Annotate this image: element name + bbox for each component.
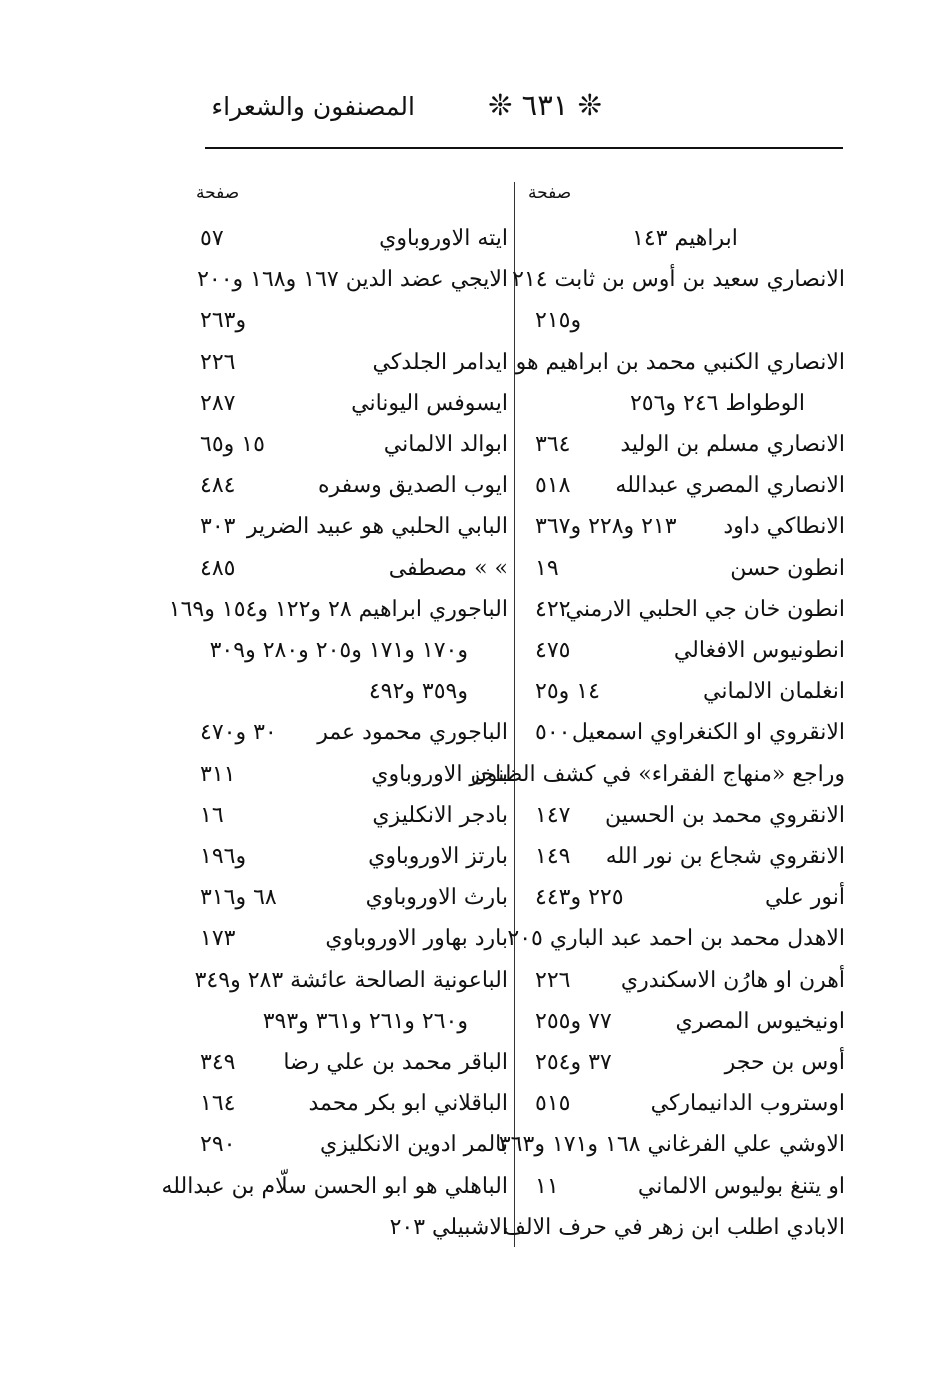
entry-name: الانقروي محمد بن الحسين — [604, 802, 845, 828]
entry-text: الباهلي هو ابو الحسن سلّام بن عبدالله — [161, 1173, 508, 1199]
entry-pages: و٢٦٣ — [200, 308, 247, 334]
index-entry — [190, 879, 508, 917]
entry-name: الانقروي او الكنغراوي اسمعيل — [571, 720, 845, 746]
entry-name: اونيخيوس المصري — [675, 1008, 845, 1034]
index-entry — [525, 838, 845, 876]
entry-name: انطونيوس الافغالي — [673, 638, 845, 663]
entry-text: الاهدل محمد بن احمد عبد الباري ٢٠٥ — [507, 926, 845, 952]
entry-pages: ١٧٣ — [200, 926, 236, 952]
index-entry — [525, 797, 845, 835]
index-entry — [190, 426, 508, 464]
entry-name: انغلمان الالماني — [703, 679, 845, 705]
index-entry — [190, 838, 508, 876]
entry-name: الاشبيلي ٢٠٣ — [389, 1214, 508, 1240]
entry-continuation: الوطواط ٢٤٦ و٢٥٦ — [629, 390, 805, 416]
entry-name: او يتنغ بوليوس الالماني — [637, 1173, 845, 1199]
entry-pages: ٤٨٥ — [200, 555, 236, 581]
entry-pages: و٢١٥ — [535, 308, 582, 334]
entry-pages: ١٤ و٢٥ — [535, 679, 600, 705]
index-entry — [525, 508, 845, 546]
index-entry — [525, 1003, 845, 1041]
entry-text: الانصاري سعيد بن أوس بن ثابت ٢١٤ — [512, 267, 845, 293]
entry-text: الانصاري الكنبي محمد بن ابراهيم هو — [515, 349, 845, 375]
index-entry — [512, 261, 845, 299]
index-entry — [190, 344, 508, 382]
entry-name: ابوالد الالماني — [383, 432, 508, 457]
entry-pages: ١٦٤ — [200, 1091, 236, 1117]
entry-name: الانصاري مسلم بن الوليد — [620, 432, 845, 457]
entry-pages: ٥١٨ — [535, 473, 571, 499]
entry-name: الباقلاني ابو بكر محمد — [308, 1091, 508, 1117]
index-entry — [190, 1044, 508, 1082]
entry-text: ابراهيم ١٤٣ — [632, 226, 738, 251]
entry-name: أوس بن حجر — [724, 1050, 845, 1075]
entry-pages: ١٩ — [535, 555, 559, 581]
index-entry — [190, 220, 508, 258]
entry-pages: ٤٨٤ — [200, 473, 236, 499]
index-entry — [190, 673, 508, 711]
index-entry — [190, 632, 508, 670]
entry-name: بارتز الاوروباوي — [368, 844, 508, 869]
entry-pages: ٣٠٣ — [200, 514, 236, 540]
index-entry — [190, 1126, 508, 1164]
entry-name: الانقروي شجاع بن نور الله — [605, 844, 845, 869]
entry-text: الاوشي علي الفرغاني ١٦٨ و١٧١ و٣٦٣ — [498, 1132, 845, 1158]
entry-pages: ١١ — [535, 1173, 559, 1199]
entry-pages: ٤٢٢ — [535, 596, 571, 622]
entry-pages: ٢٢٦ — [535, 967, 571, 993]
running-title: المصنفون والشعراء — [211, 92, 415, 121]
index-entry — [525, 385, 845, 423]
entry-text: الباجوري ابراهيم ٢٨ و١٢٢ و١٥٤ و١٦٩ — [168, 596, 508, 622]
entry-pages: ٢٢٦ — [200, 349, 236, 375]
entry-name: بالمر ادوين الانكليزي — [320, 1132, 508, 1158]
entry-pages: ٥٧ — [200, 226, 224, 251]
index-entry — [525, 1044, 845, 1082]
entry-pages: و١٩٦ — [200, 844, 247, 869]
entry-pages: ٣٧ و٢٥٤ — [535, 1050, 612, 1075]
index-entry — [190, 508, 508, 546]
entry-pages: ٢٨٧ — [200, 390, 236, 416]
entry-name: بادجر الانكليزي — [372, 802, 508, 828]
index-entry — [190, 385, 508, 423]
entry-pages: ٤٧٥ — [535, 638, 571, 663]
entry-name: الباجوري محمود عمر — [317, 720, 508, 746]
index-entry — [525, 962, 845, 1000]
entry-name: بارث الاوروباوي — [365, 885, 508, 911]
index-entry — [525, 714, 845, 752]
entry-continuation: و٢٦٠ و٢٦١ و٣٦١ و٣٩٣ — [262, 1008, 468, 1034]
entry-pages: ٥١٥ — [535, 1091, 571, 1117]
entry-pages: ٥٠٠ — [535, 720, 571, 746]
entry-name: الانطاكي داود — [723, 514, 845, 540]
entry-pages: ٧٧ و٢٥٥ — [535, 1008, 612, 1034]
index-entry — [525, 467, 845, 505]
entry-name: باخر الاوروباوي — [371, 761, 508, 787]
entry-pages: ١٦ — [200, 802, 224, 828]
index-entry — [470, 756, 845, 794]
index-entry — [515, 344, 845, 382]
entry-text: الباعونية الصالحة عائشة ٢٨٣ و٣٤٩ — [194, 967, 508, 993]
index-entry — [525, 673, 845, 711]
entry-pages: ١٥ و٦٥ — [200, 432, 265, 457]
index-entry — [498, 1126, 845, 1164]
index-entry — [161, 1168, 508, 1206]
entry-continuation: و١٧٠ و١٧١ و٢٠٥ و٢٨٠ و٣٠٩ — [209, 638, 468, 663]
entry-name: انطون خان جي الحلبي الارمني — [565, 596, 845, 622]
index-entry — [190, 261, 508, 299]
entry-pages: ١٤٩ — [535, 844, 571, 869]
entry-pages: ٢٩٠ — [200, 1132, 236, 1158]
index-entry — [525, 879, 845, 917]
entry-pages: ٢٢٥ و٤٤٣ — [535, 885, 624, 911]
entry-name: » » مصطفى — [388, 555, 508, 581]
entry-name: أهرن او هارُن الاسكندري — [620, 967, 845, 993]
entry-name: ايسوفس اليوناني — [351, 390, 508, 416]
index-entry — [190, 714, 508, 752]
entry-pages: ١٤٧ — [535, 802, 571, 828]
index-entry — [525, 632, 845, 670]
index-entry — [190, 1003, 508, 1041]
page-header — [205, 80, 845, 146]
index-entry — [168, 591, 508, 629]
entry-name: البابي الحلبي هو عبيد الضرير — [246, 514, 508, 540]
index-entry — [525, 426, 845, 464]
header-rule — [205, 147, 843, 149]
entry-name: بارد بهاور الاوروباوي — [325, 926, 508, 952]
index-entry — [525, 302, 845, 340]
entry-name: الباقر محمد بن علي رضا — [283, 1050, 508, 1075]
entry-pages: ٣٦٤ — [535, 432, 571, 457]
index-entry — [190, 920, 508, 958]
entry-pages: ٣٤٩ — [200, 1050, 236, 1075]
entry-name: أنور علي — [765, 885, 845, 911]
index-entry — [507, 920, 845, 958]
entry-pages: ٣١١ — [200, 761, 236, 787]
entry-continuation: و٣٥٩ و٤٩٢ — [368, 679, 468, 705]
entry-text: الايجي عضد الدين ١٦٧ و١٦٨ و٢٠٠ — [197, 267, 508, 293]
entry-name: ايوب الصديق وسفره — [317, 473, 508, 499]
index-entry — [190, 467, 508, 505]
index-entry — [503, 1209, 845, 1247]
index-entry — [190, 1085, 508, 1123]
index-entry — [190, 550, 508, 588]
index-entry — [190, 962, 508, 1000]
entry-text: وراجع «منهاج الفقراء» في كشف الظنون — [470, 761, 845, 787]
entry-pages: ٣٠ و٤٧٠ — [200, 720, 277, 746]
index-entry — [525, 591, 845, 629]
entry-name: ايته الاوروباوي — [379, 226, 508, 251]
entry-name: انطون حسن — [730, 555, 845, 581]
index-entry — [190, 756, 508, 794]
index-entry — [525, 550, 845, 588]
entry-text: الابادي اطلب ابن زهر في حرف الالف — [503, 1214, 845, 1240]
column-header-right: صفحة — [528, 183, 572, 203]
column-header-left: صفحة — [196, 183, 240, 203]
index-entry — [190, 797, 508, 835]
index-entry — [525, 1168, 845, 1206]
index-entry — [190, 1209, 508, 1247]
column-divider — [514, 182, 515, 1247]
page-number: ❊ ٦٣١ ❊ — [488, 88, 602, 122]
index-entry — [525, 1085, 845, 1123]
entry-pages: ٦٨ و٣١٦ — [200, 885, 277, 911]
entry-name: الانصاري المصري عبدالله — [615, 473, 845, 499]
index-entry — [525, 220, 845, 258]
entry-pages: ٢١٣ و٢٢٨ و٣٦٧ — [535, 514, 677, 540]
entry-name: اوستروب الدانيماركي — [650, 1091, 845, 1117]
entry-name: ايدامر الجلدكي — [372, 349, 508, 375]
index-entry — [190, 302, 508, 340]
